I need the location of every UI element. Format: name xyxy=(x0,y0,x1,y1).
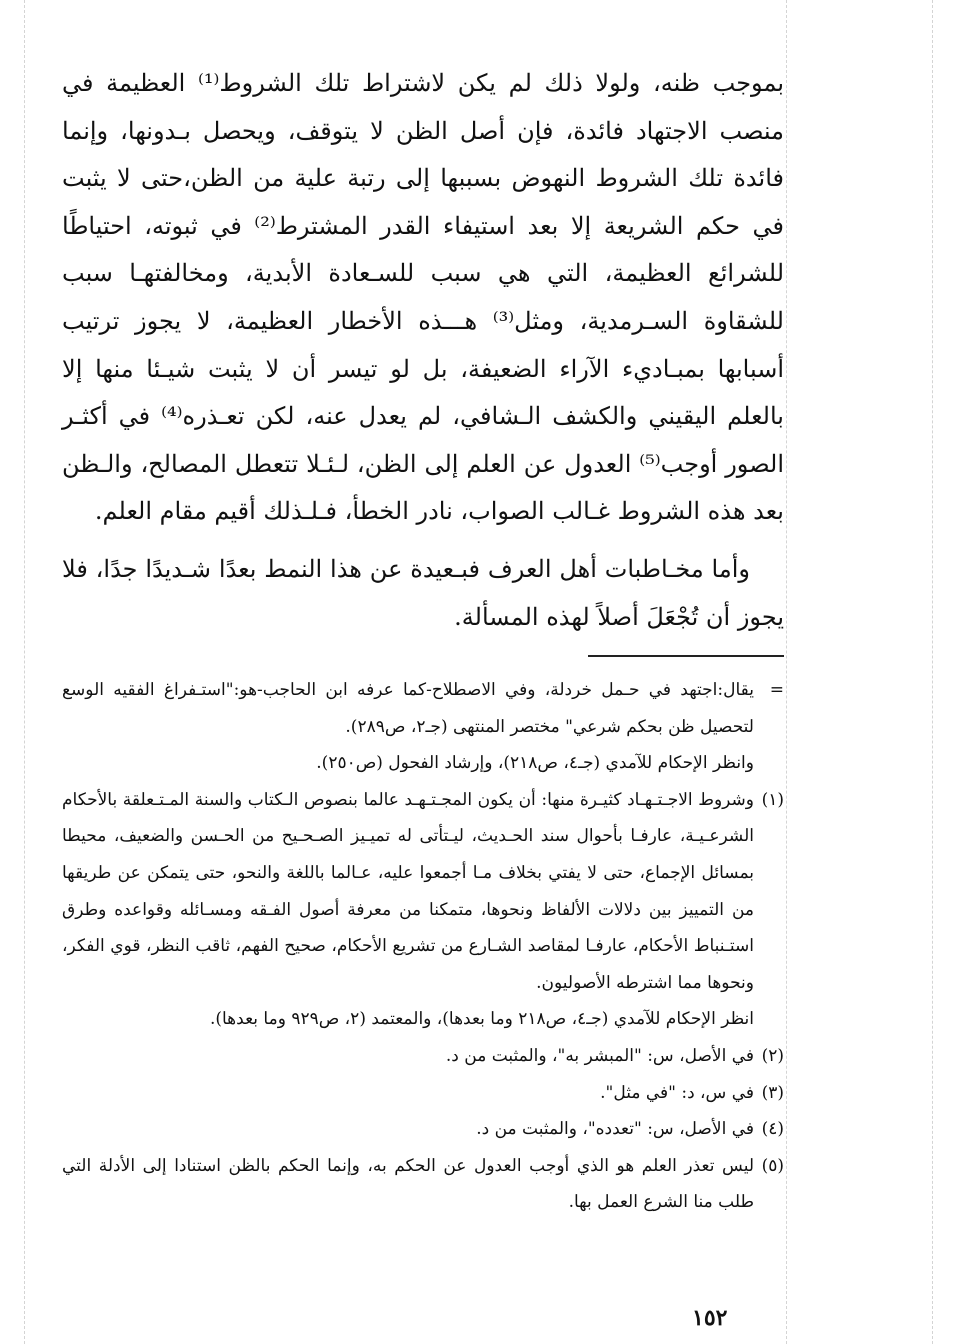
footnote-reference: انظر الإحكام للآمدي (جـ٤، ص٢١٨ وما بعدها)، والمعتمد (٢، ص٩٢٩ وما بعدها). xyxy=(209,1009,754,1030)
footnote-continuation xyxy=(62,672,784,745)
footnotes-list xyxy=(62,672,784,1221)
main-paragraph: بموجب ظنه، ولولا ذلك لم يكن لاشتراط تلك الشروط⁽¹⁾ العظيمة في منصب الاجتهاد فائدة، فإن أصل الظن لا يتوقف، ويحصل بـدونها، وإنما فائدة تلك الشروط النهوض بسببها إلى رتبة علية من الظن،حتى لا يثبت في حكم الشريعة إلا بعد استيفاء القدر المشترط⁽²⁾ في ثبوته، احتياطًا للشرائع العظيمة، التي هي سبب للسـعادة الأبدية، ومخالفتهـا سبب للشقاوة السـرمدية، ومثل⁽³⁾ هـــذه الأخطار العظيمة، لا يجوز ترتيب أسبابها بمبـاديء الآراء الضعيفة، بل لو تيسر أن لا يثبت شيـئا منها إلا بالعلم اليقيني والكشف الـشافي، لم يعدل عنه، لكن تعـذره⁽⁴⁾ في أكثـر الصور أوجب⁽⁵⁾ العدول عن العلم إلى الظن، لـئـلا تتعطل المصالح، والـظن بعد هذه الشروط غـالب الصواب، نادر الخطأ، فـلـذلك أقيم مقام العلم. xyxy=(62,69,784,526)
scan-guide-line-edge xyxy=(932,0,933,1344)
footnote-text: يقال:اجتهد في حـمل خردلة، وفي الاصطلاح-كما عرفه ابن الحاجب-هو:"استـفراغ الفقيه الوسع لتحصيل ظن بحكم شرعي" مختصر المنتهى (جـ٢، ص٢٨٩). xyxy=(62,680,754,737)
footnote-separator-rule xyxy=(588,655,784,657)
footnote-3 xyxy=(62,1075,784,1112)
footnote-4 xyxy=(62,1111,784,1148)
page-number: ١٥٢ xyxy=(692,1305,728,1331)
footnote-text: في الأصل، س: "تعدده"، والمثبت من د. xyxy=(476,1119,754,1140)
main-paragraph: وأما مخـاطبات أهل العرف فبـعيدة عن هذا النمط بعدًا شـديدًا جدًا، فلا يجوز أن تُجْعَلَ أصلاً لهذه المسألة. xyxy=(62,554,784,631)
footnote-text: ليس تعذر العلم هو الذي أوجب العدول عن الحكم به، وإنما الحكم بالظن استنادا إلى الأدلة التي طلب منا الشرع العمل بها. xyxy=(62,1155,754,1213)
footnote-marker: (٥) xyxy=(761,1155,784,1176)
main-text xyxy=(62,60,784,641)
footnote-1 xyxy=(62,782,784,1002)
footnote-text: وشروط الاجـتـهـاد كثيـرة منها: أن يكون المجـتـهـد عالما بنصوص الـكتاب والسنة المـتـعلقة بالأحكام الشرعـيـة، عارفـا بأحوال سند الحـديث، ليـتأتى له تميـيز الصـحـيح من الحـسن والضعيف، محيطا بمسائل الإجماع، حتى لا يفتي بخلاف مـا أجمعوا عليه، عـالما باللغة والنحو، حتى يتمكن عن طريقها من التمييز بين دلالات الألفاظ ونحوها، متمكنا من معرفة أصول الفـقه ومسـائله وقواعده وطرق استـنباط الأحكام، عارفـا لمقاصد الشـارع من تشريع الأحكام، صحيح الفهم، ثاقب النظر، قوي الفكر، ونحوها مما اشترطه الأصوليون. xyxy=(62,789,754,993)
footnote-5 xyxy=(62,1148,784,1221)
footnote-text: في الأصل، س: "المبشر به"، والمثبت من د. xyxy=(445,1045,754,1066)
footnote-text: في س، د: "في مثل". xyxy=(600,1082,754,1103)
footnote-marker: (٣) xyxy=(761,1082,784,1103)
footnote-2 xyxy=(62,1038,784,1075)
footnote-marker: = xyxy=(769,680,784,700)
footnote-marker: (٤) xyxy=(761,1119,784,1140)
footnote-marker: (١) xyxy=(761,789,784,810)
footnote-marker: (٢) xyxy=(761,1045,784,1066)
scan-guide-line-left xyxy=(24,0,25,1344)
book-page xyxy=(62,60,784,641)
scan-guide-line-right xyxy=(786,0,787,1344)
footnote-reference: وانظر الإحكام للآمدي (جـ٤، ص٢١٨)، وإرشاد الفحول (ص٢٥٠). xyxy=(316,753,754,774)
